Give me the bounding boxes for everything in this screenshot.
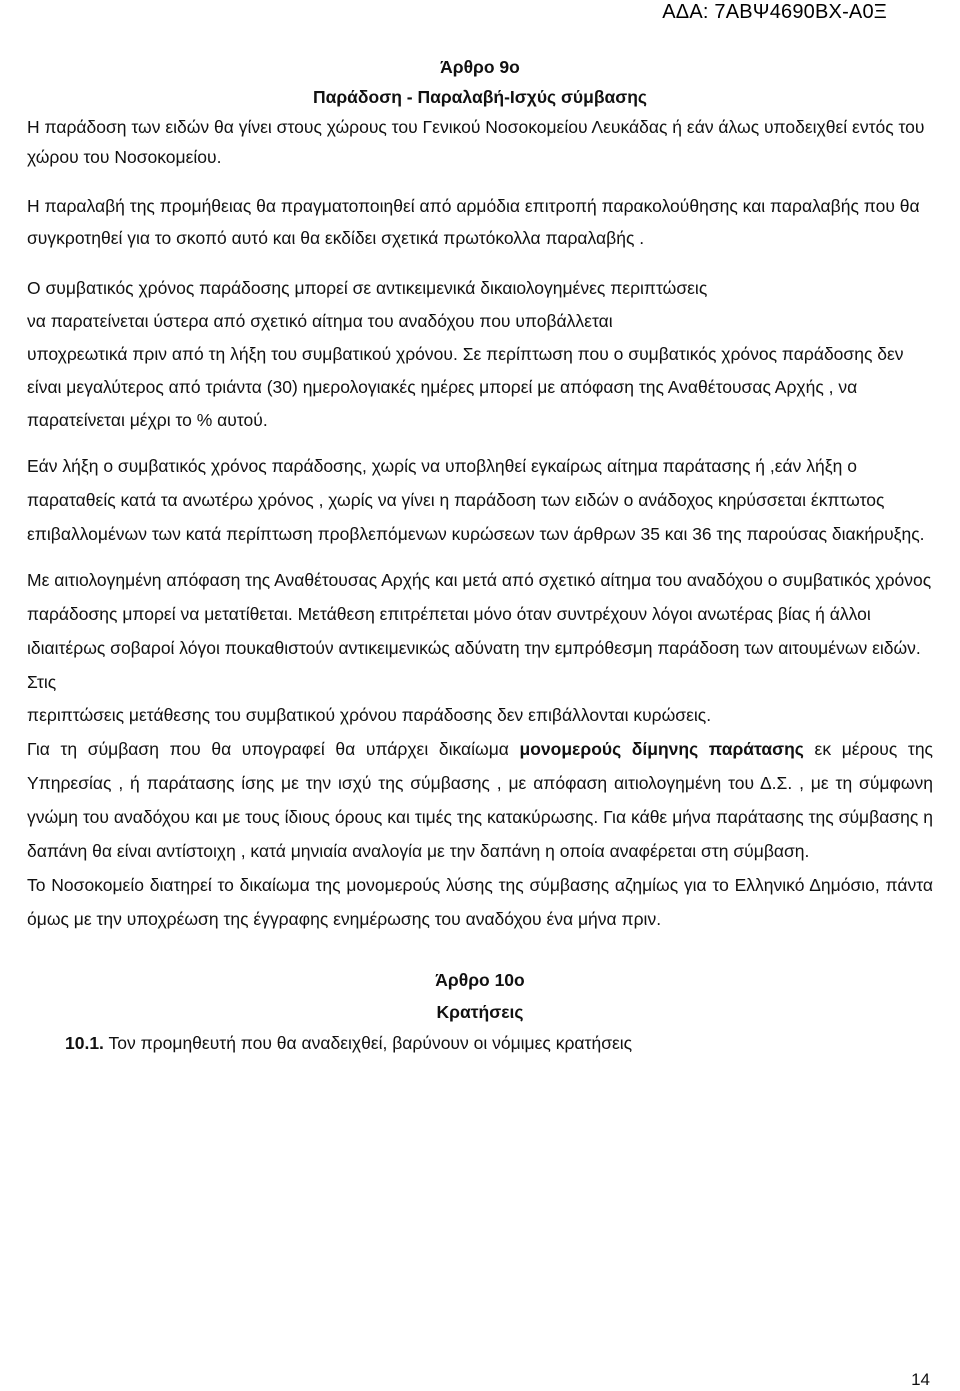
article-9-paragraph-receipt: Η παραλαβή της προμήθειας θα πραγματοποιηθεί από αρμόδια επιτροπή παρακολούθησης και παραλαβής που θα συγκροτηθεί για το σκοπό αυτό και θα εκδίδει σχετικά πρωτόκολλα παραλαβής .: [27, 196, 920, 248]
extension-text-after: εκ μέρους της Υπηρεσίας , ή παράτασης ίσης με την ισχύ της σύμβασης , με απόφαση αιτιολογημένη του Δ.Σ. , με τη σύμφωνη γνώμη του αναδόχου και με τους ίδιους όρους και τιμές της κατακύρωσης. Για κάθε μήνα παράτασης της σύμβασης η δαπάνη θα είναι αντίστοιχη , κατά μηνιαία αναλογία με την δαπάνη η οποία αναφέρεται στη σύμβαση.: [27, 739, 933, 861]
document-body: [27, 52, 933, 1059]
article-9-paragraph-two-month-extension: [27, 732, 933, 868]
article-9-paragraph-extension-line1: Ο συμβατικός χρόνος παράδοσης μπορεί σε αντικειμενικά δικαιολογημένες περιπτώσεις: [27, 278, 708, 298]
article-9-paragraph-termination: Το Νοσοκομείο διατηρεί το δικαίωμα της μονομερούς λύσης της σύμβασης αζημίως για το Ελληνικό Δημόσιο, πάντα όμως με την υποχρέωση της έγγραφης ενημέρωσης του αναδόχου ένα μήνα πριν.: [27, 875, 933, 929]
article-10-title: Άρθρο 10ο: [435, 970, 525, 990]
extension-text-before: Για τη σύμβαση που θα υπογραφεί θα υπάρχει δικαίωμα: [27, 739, 520, 759]
extension-bold-text: μονομερούς δίμηνης παράτασης: [519, 739, 804, 759]
article-9-paragraph-forfeiture: Εάν λήξη ο συμβατικός χρόνος παράδοσης, χωρίς να υποβληθεί εγκαίρως αίτημα παράτασης ή ,εάν λήξη ο παραταθείς κατά τα ανωτέρω χρόνος , χωρίς να γίνει η παράδοση των ειδών ο ανάδοχος κηρύσσεται έκπτωτος επιβαλλομένων των κατά περίπτωση προβλεπόμενων κυρώσεων των άρθρων 35 και 36 της παρούσας διακήρυξης.: [27, 456, 925, 544]
article-9-title: Άρθρο 9ο: [440, 57, 520, 77]
article-9-paragraph-extension-line2: να παρατείνεται ύστερα από σχετικό αίτημα του αναδόχου που υποβάλλεται: [27, 311, 613, 331]
article-10-subtitle: Κρατήσεις: [436, 1002, 524, 1022]
page-number: 14: [911, 1370, 930, 1389]
article-9-paragraph-postponement: Με αιτιολογημένη απόφαση της Αναθέτουσας Αρχής και μετά από σχετικό αίτημα του αναδόχου ο συμβατικός χρόνος παράδοσης μπορεί να μετατίθεται. Μετάθεση επιτρέπεται μόνο όταν συντρέχουν λόγοι ανωτέρας βίας ή άλλοι ιδιαιτέρως σοβαροί λόγοι πουκαθιστούν αντικειμενικώς αδύνατη την εμπρόθεσμη παράδοση των αιτουμένων ειδών. Στις: [27, 570, 932, 692]
article-9-subtitle: Παράδοση - Παραλαβή-Ισχύς σύμβασης: [312, 87, 648, 107]
article-9-paragraph-extension-rest: υποχρεωτικά πριν από τη λήξη του συμβατικού χρόνου. Σε περίπτωση που ο συμβατικός χρόνος παράδοσης δεν είναι μεγαλύτερος από τριάντα (30) ημερολογιακές ημέρες μπορεί με απόφαση της Αναθέτουσας Αρχής , να παρατείνεται μέχρι το % αυτού.: [27, 344, 904, 430]
item-text: Τον προμηθευτή που θα αναδειχθεί, βαρύνουν οι νόμιμες κρατήσεις: [103, 1033, 633, 1053]
article-10-item: [27, 1028, 933, 1059]
article-9-paragraph-no-penalty: περιπτώσεις μετάθεσης του συμβατικού χρόνου παράδοσης δεν επιβάλλονται κυρώσεις.: [27, 705, 712, 725]
document-id: ΑΔΑ: 7ΑΒΨ4690ΒΧ-Α0Ξ: [662, 1, 887, 23]
item-number: 10.1.: [65, 1033, 104, 1053]
article-9-paragraph-delivery: Η παράδοση των ειδών θα γίνει στους χώρους του Γενικού Νοσοκομείου Λευκάδας ή εάν άλως υποδειχθεί εντός του χώρου του Νοσοκομείου.: [27, 117, 925, 167]
